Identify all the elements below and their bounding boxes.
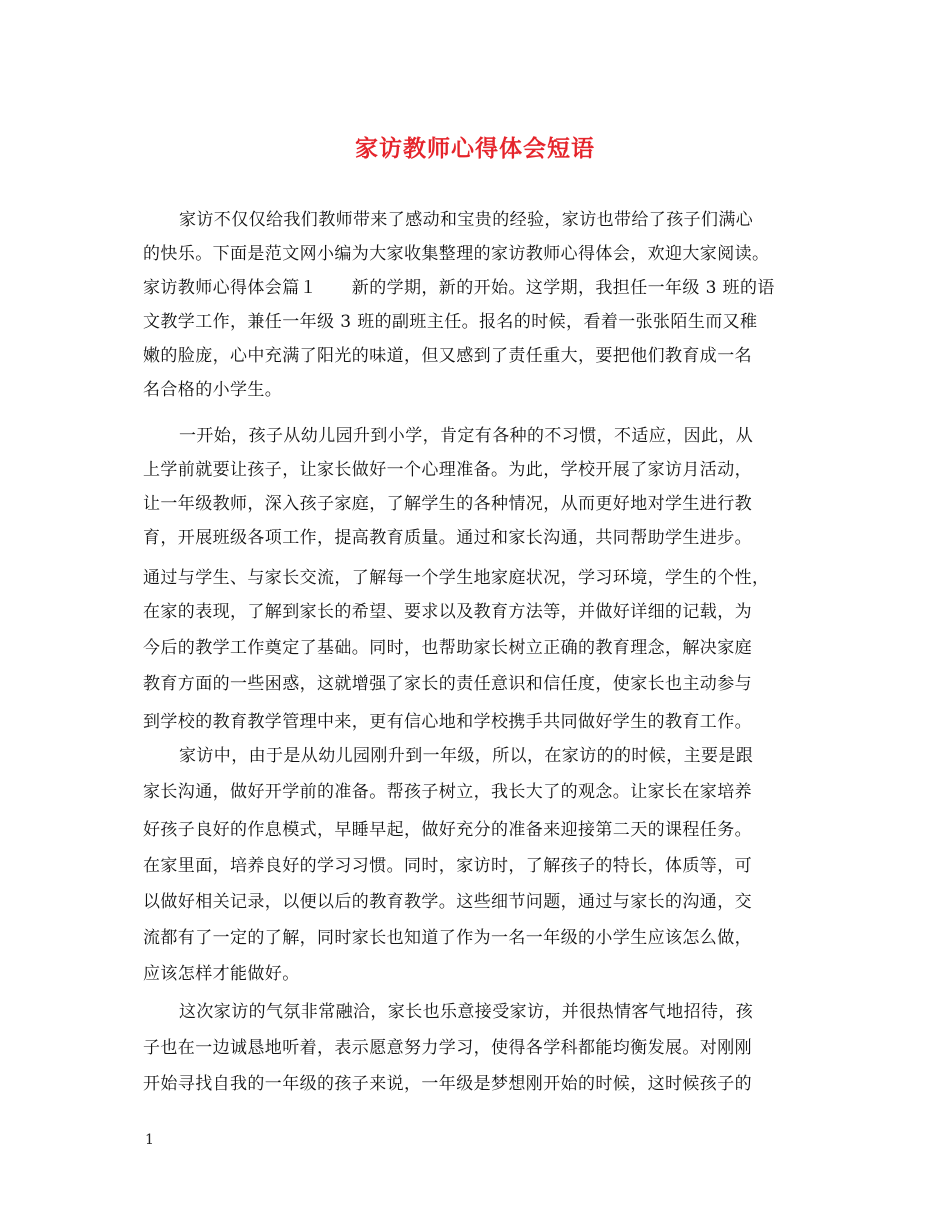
text-line: 家长沟通，做好开学前的准备。帮孩子树立，我长大了的观念。让家长在家培养	[143, 782, 752, 802]
text-line: 以做好相关记录，以便以后的教育教学。这些细节问题，通过与家长的沟通，交	[143, 892, 752, 912]
text-line: 流都有了一定的了解，同时家长也知道了作为一名一年级的小学生应该怎么做，	[143, 928, 752, 948]
text-line: 通过与学生、与家长交流，了解每一个学生地家庭状况，学习环境，学生的个性，	[143, 568, 770, 588]
text-line: 的快乐。下面是范文网小编为大家收集整理的家访教师心得体会，欢迎大家阅读。	[143, 244, 770, 264]
text-line: 这次家访的气氛非常融洽，家长也乐意接受家访，并很热情客气地招待，孩	[179, 1002, 754, 1022]
text-line: 嫩的脸庞，心中充满了阳光的味道，但又感到了责任重大，要把他们教育成一名	[143, 346, 752, 366]
text-line: 教育方面的一些困惑，这就增强了家长的责任意识和信任度，使家长也主动参与	[143, 674, 752, 694]
text-line: 到学校的教育教学管理中来，更有信心地和学校携手共同做好学生的教育工作。	[143, 712, 752, 732]
text-line: 家访中，由于是从幼儿园刚升到一年级，所以，在家访的的时候，主要是跟	[179, 746, 754, 766]
text-line: 家访教师心得体会篇１ 新的学期，新的开始。这学期，我担任一年级 3 班的语	[143, 278, 775, 298]
text-line: 家访不仅仅给我们教师带来了感动和宝贵的经验，家访也带给了孩子们满心	[179, 210, 754, 230]
text-line: 应该怎样才能做好。	[143, 964, 300, 984]
text-line: 子也在一边诚恳地听着，表示愿意努力学习，使得各学科都能均衡发展。对刚刚	[143, 1038, 752, 1058]
document-title: 家访教师心得体会短语	[355, 135, 595, 162]
text-line: 今后的教学工作奠定了基础。同时，也帮助家长树立正确的教育理念，解决家庭	[143, 638, 752, 658]
text-line: 开始寻找自我的一年级的孩子来说，一年级是梦想刚开始的时候，这时候孩子的	[143, 1074, 752, 1094]
page-number: 1	[145, 1132, 154, 1148]
text-line: 上学前就要让孩子，让家长做好一个心理准备。为此，学校开展了家访月活动，	[143, 460, 752, 480]
text-line: 育，开展班级各项工作，提高教育质量。通过和家长沟通，共同帮助学生进步。	[143, 528, 752, 548]
text-line: 一开始，孩子从幼儿园升到小学，肯定有各种的不习惯，不适应，因此，从	[179, 426, 754, 446]
text-line: 文教学工作，兼任一年级 3 班的副班主任。报名的时候，看着一张张陌生而又稚	[143, 312, 758, 332]
text-line: 名合格的小学生。	[143, 380, 283, 400]
text-line: 在家里面，培养良好的学习习惯。同时，家访时，了解孩子的特长，体质等，可	[143, 856, 752, 876]
text-line: 在家的表现，了解到家长的希望、要求以及教育方法等，并做好详细的记载，为	[143, 602, 752, 622]
text-line: 让一年级教师，深入孩子家庭，了解学生的各种情况，从而更好地对学生进行教	[143, 494, 752, 514]
text-line: 好孩子良好的作息模式，早睡早起，做好充分的准备来迎接第二天的课程任务。	[143, 820, 752, 840]
